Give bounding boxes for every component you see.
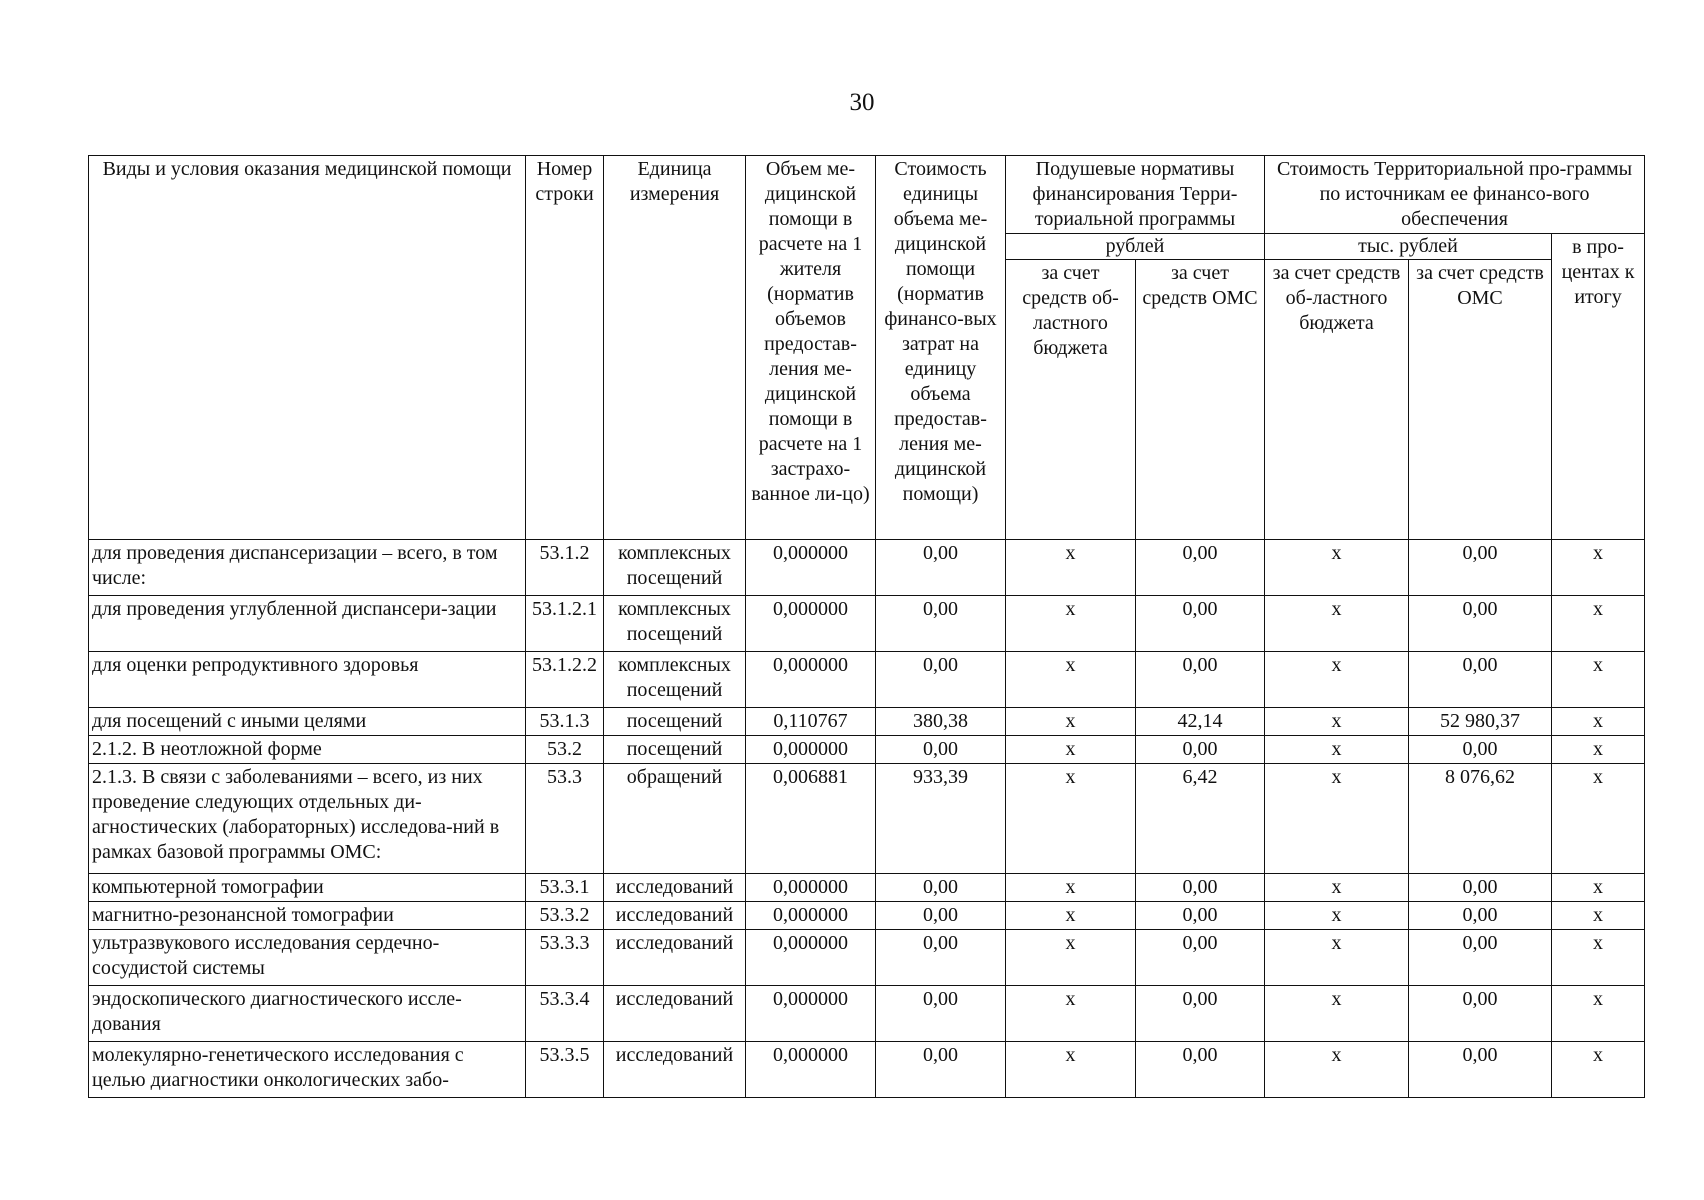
table-row — [89, 708, 1645, 736]
row-volume: 0,000000 — [746, 540, 876, 596]
row-cost-regional: х — [1265, 540, 1409, 596]
row-unit-cost: 0,00 — [876, 1042, 1006, 1098]
table-row — [89, 764, 1645, 874]
row-volume: 0,110767 — [746, 708, 876, 736]
row-percent: х — [1552, 1042, 1645, 1098]
row-cost-oms: 0,00 — [1409, 540, 1552, 596]
header-regional-budget-2: за счет средств об-ластного бюджета — [1265, 260, 1409, 540]
row-cost-regional: х — [1265, 736, 1409, 764]
row-per-capita-oms: 0,00 — [1136, 652, 1265, 708]
row-per-capita-oms: 0,00 — [1136, 930, 1265, 986]
row-percent: х — [1552, 986, 1645, 1042]
row-name: для оценки репродуктивного здоровья — [89, 652, 526, 708]
row-cost-regional: х — [1265, 764, 1409, 874]
row-cost-oms: 0,00 — [1409, 930, 1552, 986]
row-number: 53.1.3 — [526, 708, 604, 736]
row-percent: х — [1552, 930, 1645, 986]
row-percent: х — [1552, 652, 1645, 708]
table-row — [89, 540, 1645, 596]
header-per-capita: Подушевые нормативы финансирования Терри-ториальной программы — [1006, 156, 1265, 234]
row-number: 53.1.2.2 — [526, 652, 604, 708]
row-percent: х — [1552, 736, 1645, 764]
row-unit: исследований — [604, 930, 746, 986]
row-per-capita-regional: х — [1006, 540, 1136, 596]
header-unit: Единица измерения — [604, 156, 746, 540]
header-oms-funds-2: за счет средств ОМС — [1409, 260, 1552, 540]
row-per-capita-oms: 0,00 — [1136, 596, 1265, 652]
row-unit: исследований — [604, 902, 746, 930]
row-percent: х — [1552, 596, 1645, 652]
header-rubles: рублей — [1006, 234, 1265, 260]
row-cost-oms: 0,00 — [1409, 736, 1552, 764]
row-per-capita-oms: 0,00 — [1136, 1042, 1265, 1098]
header-thousand-rubles: тыс. рублей — [1265, 234, 1552, 260]
row-per-capita-regional: х — [1006, 652, 1136, 708]
row-unit: исследований — [604, 986, 746, 1042]
row-cost-oms: 0,00 — [1409, 874, 1552, 902]
table-row — [89, 902, 1645, 930]
row-volume: 0,000000 — [746, 736, 876, 764]
row-unit-cost: 933,39 — [876, 764, 1006, 874]
table-row — [89, 874, 1645, 902]
row-name: эндоскопического диагностического иссле-дования — [89, 986, 526, 1042]
row-percent: х — [1552, 540, 1645, 596]
row-cost-regional: х — [1265, 986, 1409, 1042]
table-row — [89, 986, 1645, 1042]
row-unit: исследований — [604, 1042, 746, 1098]
row-volume: 0,000000 — [746, 596, 876, 652]
row-per-capita-regional: х — [1006, 708, 1136, 736]
row-number: 53.3.1 — [526, 874, 604, 902]
row-name: 2.1.2. В неотложной форме — [89, 736, 526, 764]
row-number: 53.2 — [526, 736, 604, 764]
row-volume: 0,000000 — [746, 930, 876, 986]
row-name: для проведения углубленной диспансери-зации — [89, 596, 526, 652]
row-number: 53.3.5 — [526, 1042, 604, 1098]
header-unit-cost: Стоимость единицы объема ме-дицинской помощи (норматив финансо-вых затрат на единицу объема предостав-ления ме-дицинской помощи) — [876, 156, 1006, 540]
row-number: 53.3.2 — [526, 902, 604, 930]
row-number: 53.1.2 — [526, 540, 604, 596]
header-program-cost: Стоимость Территориальной про-граммы по источникам ее финансо-вого обеспечения — [1265, 156, 1645, 234]
row-unit: комплексных посещений — [604, 596, 746, 652]
row-per-capita-regional: х — [1006, 874, 1136, 902]
row-unit-cost: 0,00 — [876, 874, 1006, 902]
row-cost-oms: 8 076,62 — [1409, 764, 1552, 874]
row-cost-regional: х — [1265, 930, 1409, 986]
row-unit: исследований — [604, 874, 746, 902]
row-unit-cost: 0,00 — [876, 986, 1006, 1042]
header-volume: Объем ме-дицинской помощи в расчете на 1 жителя (норматив объемов предостав-ления ме-дицинской помощи в расчете на 1 застрахо-ванное ли-цо) — [746, 156, 876, 540]
row-volume: 0,000000 — [746, 652, 876, 708]
row-per-capita-oms: 0,00 — [1136, 736, 1265, 764]
row-number: 53.3.4 — [526, 986, 604, 1042]
row-per-capita-regional: х — [1006, 986, 1136, 1042]
row-per-capita-oms: 0,00 — [1136, 902, 1265, 930]
row-unit: посещений — [604, 708, 746, 736]
row-number: 53.1.2.1 — [526, 596, 604, 652]
row-percent: х — [1552, 764, 1645, 874]
header-regional-budget: за счет средств об-ластного бюджета — [1006, 260, 1136, 540]
row-unit-cost: 0,00 — [876, 652, 1006, 708]
header-percent: в про-центах к итогу — [1552, 234, 1645, 540]
row-per-capita-regional: х — [1006, 764, 1136, 874]
row-per-capita-regional: х — [1006, 596, 1136, 652]
row-per-capita-regional: х — [1006, 930, 1136, 986]
row-percent: х — [1552, 708, 1645, 736]
row-name: молекулярно-генетического исследования с целью диагностики онкологических забо- — [89, 1042, 526, 1098]
row-unit: посещений — [604, 736, 746, 764]
row-name: ультразвукового исследования сердечно-сосудистой системы — [89, 930, 526, 986]
row-unit-cost: 0,00 — [876, 902, 1006, 930]
row-name: для посещений с иными целями — [89, 708, 526, 736]
row-cost-regional: х — [1265, 1042, 1409, 1098]
row-cost-oms: 0,00 — [1409, 986, 1552, 1042]
row-unit-cost: 0,00 — [876, 930, 1006, 986]
row-per-capita-oms: 0,00 — [1136, 540, 1265, 596]
row-per-capita-oms: 0,00 — [1136, 986, 1265, 1042]
row-cost-regional: х — [1265, 874, 1409, 902]
table-row — [89, 736, 1645, 764]
row-name: компьютерной томографии — [89, 874, 526, 902]
row-per-capita-regional: х — [1006, 736, 1136, 764]
row-unit-cost: 0,00 — [876, 540, 1006, 596]
row-per-capita-regional: х — [1006, 1042, 1136, 1098]
row-unit: комплексных посещений — [604, 652, 746, 708]
row-cost-oms: 52 980,37 — [1409, 708, 1552, 736]
row-cost-oms: 0,00 — [1409, 652, 1552, 708]
row-number: 53.3.3 — [526, 930, 604, 986]
row-cost-regional: х — [1265, 652, 1409, 708]
row-name: для проведения диспансеризации – всего, в том числе: — [89, 540, 526, 596]
row-cost-oms: 0,00 — [1409, 1042, 1552, 1098]
row-cost-oms: 0,00 — [1409, 902, 1552, 930]
table-row — [89, 1042, 1645, 1098]
table-row — [89, 930, 1645, 986]
row-cost-regional: х — [1265, 596, 1409, 652]
header-row-number: Номер строки — [526, 156, 604, 540]
row-unit: обращений — [604, 764, 746, 874]
financing-table — [88, 155, 1645, 1098]
row-volume: 0,000000 — [746, 902, 876, 930]
row-name: магнитно-резонансной томографии — [89, 902, 526, 930]
header-oms-funds: за счет средств ОМС — [1136, 260, 1265, 540]
row-cost-regional: х — [1265, 708, 1409, 736]
row-number: 53.3 — [526, 764, 604, 874]
row-unit-cost: 0,00 — [876, 736, 1006, 764]
row-name: 2.1.3. В связи с заболеваниями – всего, из них проведение следующих отдельных ди-агностических (лабораторных) исследова-ний в рамках базовой программы ОМС: — [89, 764, 526, 874]
row-per-capita-oms: 42,14 — [1136, 708, 1265, 736]
row-unit-cost: 380,38 — [876, 708, 1006, 736]
header-kind: Виды и условия оказания медицинской помощи — [89, 156, 526, 540]
row-per-capita-oms: 0,00 — [1136, 874, 1265, 902]
row-volume: 0,000000 — [746, 874, 876, 902]
row-per-capita-regional: х — [1006, 902, 1136, 930]
row-volume: 0,000000 — [746, 986, 876, 1042]
table-row — [89, 652, 1645, 708]
row-unit-cost: 0,00 — [876, 596, 1006, 652]
table-row — [89, 596, 1645, 652]
row-volume: 0,000000 — [746, 1042, 876, 1098]
row-per-capita-oms: 6,42 — [1136, 764, 1265, 874]
row-cost-regional: х — [1265, 902, 1409, 930]
row-unit: комплексных посещений — [604, 540, 746, 596]
page-number: 30 — [849, 89, 875, 116]
row-cost-oms: 0,00 — [1409, 596, 1552, 652]
row-percent: х — [1552, 874, 1645, 902]
row-volume: 0,006881 — [746, 764, 876, 874]
row-percent: х — [1552, 902, 1645, 930]
